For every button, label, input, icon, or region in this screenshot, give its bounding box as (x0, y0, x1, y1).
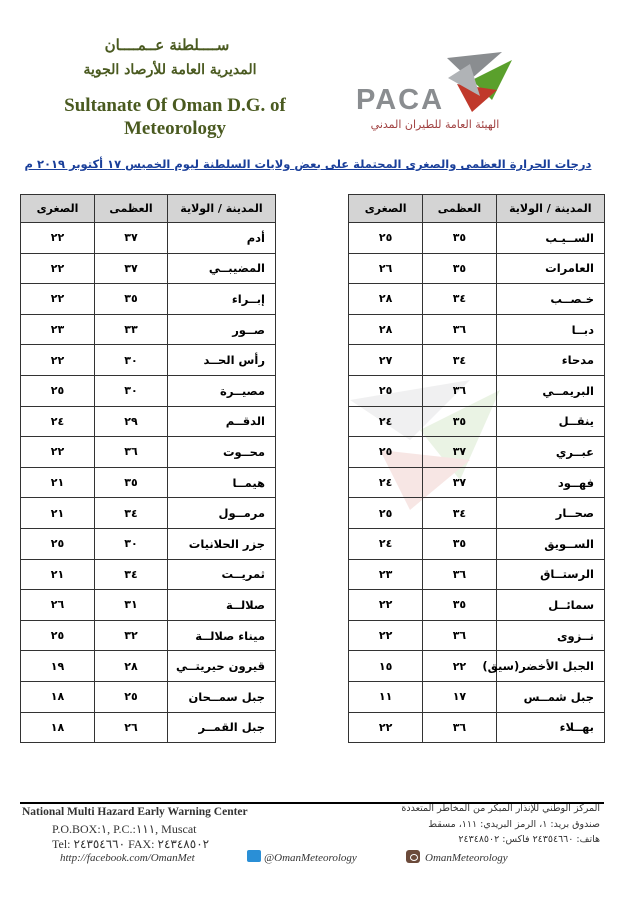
header-arabic-country: ســــلطنة عــمــــان (104, 36, 230, 54)
city-cell: قيرون حيريتــي (168, 651, 276, 682)
table-row (349, 345, 605, 376)
city-cell: صــور (168, 314, 276, 345)
max-temp-cell: ٣٥ (95, 284, 168, 315)
city-cell: الدقــم (168, 406, 276, 437)
min-temp-cell: ٢٥ (349, 437, 423, 468)
max-temp-cell: ٣٥ (423, 253, 496, 284)
table-header-row (349, 195, 605, 223)
column-header-min: الصغرى (349, 195, 423, 223)
footer-twitter-handle[interactable]: @OmanMeteorology (264, 852, 357, 864)
table-row (21, 498, 276, 529)
max-temp-cell: ٢٥ (95, 681, 168, 712)
table-header-row (21, 195, 276, 223)
city-cell: رأس الحــد (168, 345, 276, 376)
max-temp-cell: ٣٥ (423, 590, 496, 621)
max-temp-cell: ٣٦ (95, 437, 168, 468)
min-temp-cell: ١٥ (349, 651, 423, 682)
min-temp-cell: ٢٣ (349, 559, 423, 590)
max-temp-cell: ٣٥ (95, 467, 168, 498)
max-temp-cell: ٣٤ (423, 498, 496, 529)
table-row (349, 620, 605, 651)
header-english-title: Sultanate Of Oman D.G. of Meteorology (64, 95, 286, 139)
table-row (349, 681, 605, 712)
min-temp-cell: ٢١ (21, 498, 95, 529)
table-row (21, 528, 276, 559)
column-header-min: الصغرى (21, 195, 95, 223)
city-cell: ينقــل (496, 406, 604, 437)
max-temp-cell: ٣٧ (423, 437, 496, 468)
max-temp-cell: ٣٤ (95, 559, 168, 590)
min-temp-cell: ٢٢ (349, 620, 423, 651)
footer-instagram-handle[interactable]: OmanMeteorology (425, 852, 508, 864)
max-temp-cell: ٣٧ (95, 223, 168, 254)
table-row (21, 375, 276, 406)
max-temp-cell: ٢٢ (423, 651, 496, 682)
min-temp-cell: ٢٢ (21, 253, 95, 284)
min-temp-cell: ٢٤ (349, 406, 423, 437)
city-cell: بهــلاء (496, 712, 604, 743)
min-temp-cell: ٢٤ (21, 406, 95, 437)
column-header-max: العظمى (423, 195, 496, 223)
min-temp-cell: ٢٤ (349, 467, 423, 498)
min-temp-cell: ٢٢ (21, 437, 95, 468)
city-cell: عبــري (496, 437, 604, 468)
max-temp-cell: ٢٨ (95, 651, 168, 682)
table-row (349, 223, 605, 254)
max-temp-cell: ٣٥ (423, 528, 496, 559)
table-row (349, 314, 605, 345)
table-row (21, 467, 276, 498)
table-row (21, 651, 276, 682)
min-temp-cell: ١١ (349, 681, 423, 712)
min-temp-cell: ٢١ (21, 559, 95, 590)
min-temp-cell: ٢٥ (349, 223, 423, 254)
temperature-table-right (348, 194, 605, 743)
table-row (349, 590, 605, 621)
table-row (349, 528, 605, 559)
footer-facebook-link[interactable]: http://facebook.com/OmanMet (60, 852, 195, 864)
table-row (349, 498, 605, 529)
min-temp-cell: ٢٥ (21, 620, 95, 651)
city-cell: إبــراء (168, 284, 276, 315)
min-temp-cell: ٢٨ (349, 284, 423, 315)
table-row (21, 345, 276, 376)
min-temp-cell: ٢٧ (349, 345, 423, 376)
table-row (349, 375, 605, 406)
city-cell: أدم (168, 223, 276, 254)
city-cell: صحــار (496, 498, 604, 529)
table-row (21, 284, 276, 315)
city-cell: جبل شمــس (496, 681, 604, 712)
min-temp-cell: ٢٦ (349, 253, 423, 284)
max-temp-cell: ٣٢ (95, 620, 168, 651)
max-temp-cell: ٢٦ (95, 712, 168, 743)
min-temp-cell: ٢٢ (349, 712, 423, 743)
min-temp-cell: ١٨ (21, 681, 95, 712)
city-cell: مصيــرة (168, 375, 276, 406)
max-temp-cell: ٣١ (95, 590, 168, 621)
min-temp-cell: ٢٥ (21, 375, 95, 406)
min-temp-cell: ٢٦ (21, 590, 95, 621)
temperature-table-left (20, 194, 276, 743)
city-cell: الجبل الأخضر(سيق) (496, 651, 604, 682)
max-temp-cell: ٣٦ (423, 375, 496, 406)
table-row (349, 467, 605, 498)
city-cell: هيمــا (168, 467, 276, 498)
city-cell: جبل سمــحان (168, 681, 276, 712)
city-cell: محــوت (168, 437, 276, 468)
min-temp-cell: ١٨ (21, 712, 95, 743)
max-temp-cell: ٣٧ (95, 253, 168, 284)
footer-pobox-ar: صندوق بريد: ١، الرمز البريدي: ١١١، مسقط (428, 819, 600, 830)
max-temp-cell: ٣٦ (423, 712, 496, 743)
logo-subtitle: الهيئة العامة للطيران المدني (370, 118, 500, 131)
table-row (21, 223, 276, 254)
max-temp-cell: ٣٤ (423, 345, 496, 376)
table-row (349, 406, 605, 437)
city-cell: الرستــاق (496, 559, 604, 590)
table-row (21, 681, 276, 712)
city-cell: مرمــول (168, 498, 276, 529)
min-temp-cell: ٢٤ (349, 528, 423, 559)
max-temp-cell: ٣٦ (423, 620, 496, 651)
min-temp-cell: ٢٨ (349, 314, 423, 345)
city-cell: العامرات (496, 253, 604, 284)
city-cell: جزر الحلانيات (168, 528, 276, 559)
footer-tel-en: Tel: ٢٤٣٥٤٦٦٠ FAX: ٢٤٣٤٨٥٠٢ (52, 837, 210, 851)
min-temp-cell: ٢١ (21, 467, 95, 498)
table-row (21, 406, 276, 437)
max-temp-cell: ٢٩ (95, 406, 168, 437)
city-cell: فهــود (496, 467, 604, 498)
city-cell: البريمــي (496, 375, 604, 406)
footer-pobox-en: P.O.BOX:١, P.C.:١١١, Muscat (52, 822, 197, 836)
table-row (349, 712, 605, 743)
city-cell: ثمريــت (168, 559, 276, 590)
max-temp-cell: ٣٠ (95, 375, 168, 406)
city-cell: مدحاء (496, 345, 604, 376)
page-title: درجات الحرارة العظمى والصغرى المحتملة على بعض ولايات السلطنة ليوم الخميس ١٧ أكتوبر ٢٠١٩ م (24, 157, 592, 171)
city-cell: خـصــب (496, 284, 604, 315)
table-row (21, 712, 276, 743)
min-temp-cell: ٢٥ (349, 375, 423, 406)
logo-wordmark: PACA (356, 84, 445, 116)
table-row (21, 620, 276, 651)
header-arabic-directorate: المديرية العامة للأرصاد الجوية (83, 62, 257, 78)
table-row (349, 651, 605, 682)
max-temp-cell: ٣٤ (95, 498, 168, 529)
city-cell: نــزوى (496, 620, 604, 651)
city-cell: صلالــة (168, 590, 276, 621)
twitter-icon (247, 850, 261, 862)
max-temp-cell: ٣٦ (423, 559, 496, 590)
city-cell: المضيبــي (168, 253, 276, 284)
footer-tel-ar: هاتف: ٢٤٣٥٤٦٦٠ فاكس: ٢٤٣٤٨٥٠٢ (458, 834, 600, 845)
max-temp-cell: ٣٠ (95, 528, 168, 559)
min-temp-cell: ٢٢ (21, 284, 95, 315)
max-temp-cell: ٣٦ (423, 314, 496, 345)
city-cell: ميناء صلالــة (168, 620, 276, 651)
footer-center-name-en: National Multi Hazard Early Warning Center (22, 806, 248, 818)
max-temp-cell: ٣٥ (423, 406, 496, 437)
min-temp-cell: ١٩ (21, 651, 95, 682)
min-temp-cell: ٢٢ (21, 223, 95, 254)
instagram-icon (406, 850, 420, 863)
max-temp-cell: ٣٧ (423, 467, 496, 498)
table-row (349, 559, 605, 590)
table-row (21, 559, 276, 590)
column-header-city: المدينة / الولاية (496, 195, 604, 223)
column-header-max: العظمى (95, 195, 168, 223)
max-temp-cell: ٣٥ (423, 223, 496, 254)
max-temp-cell: ١٧ (423, 681, 496, 712)
city-cell: دبــا (496, 314, 604, 345)
min-temp-cell: ٢٣ (21, 314, 95, 345)
footer-center-name-ar: المركز الوطني للإنذار المبكر من المخاطر المتعددة (401, 803, 600, 814)
max-temp-cell: ٣٣ (95, 314, 168, 345)
max-temp-cell: ٣٤ (423, 284, 496, 315)
min-temp-cell: ٢٢ (349, 590, 423, 621)
city-cell: الســيـب (496, 223, 604, 254)
city-cell: سمائــل (496, 590, 604, 621)
max-temp-cell: ٣٠ (95, 345, 168, 376)
min-temp-cell: ٢٢ (21, 345, 95, 376)
table-row (21, 590, 276, 621)
table-row (349, 284, 605, 315)
min-temp-cell: ٢٥ (21, 528, 95, 559)
table-row (349, 253, 605, 284)
table-row (349, 437, 605, 468)
city-cell: الســويق (496, 528, 604, 559)
city-cell: جبل القمــر (168, 712, 276, 743)
column-header-city: المدينة / الولاية (168, 195, 276, 223)
table-row (21, 437, 276, 468)
table-row (21, 253, 276, 284)
min-temp-cell: ٢٥ (349, 498, 423, 529)
table-row (21, 314, 276, 345)
